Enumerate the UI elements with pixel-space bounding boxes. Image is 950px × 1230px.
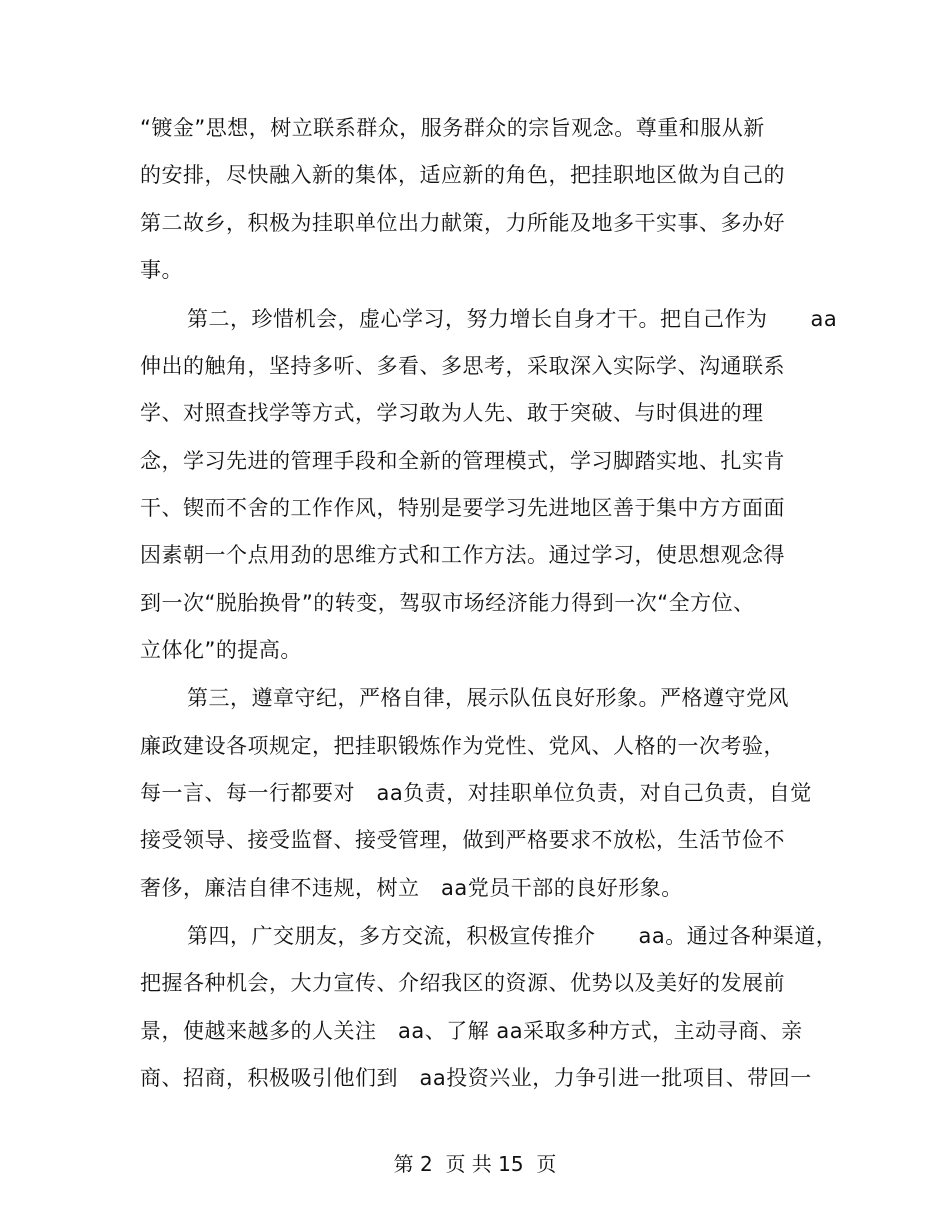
paragraph-line: 立体化”的提高。 <box>140 638 302 662</box>
paragraph-line: 每一言、每一行都要对 aa负责，对挂职单位负责，对自己负责，自觉 <box>140 781 812 805</box>
paragraph-line: 奢侈，廉洁自律不违规，树立 aa党员干部的良好形象。 <box>140 876 683 900</box>
paragraph-line: 的安排，尽快融入新的集体，适应新的角色，把挂职地区做为自己的 <box>140 163 785 187</box>
paragraph-line: 伸出的触角，坚持多听、多看、多思考，采取深入实际学、沟通联系 <box>140 354 785 378</box>
paragraph-line: 第四，广交朋友，多方交流，积极宣传推介 aa。通过各种渠道， <box>187 924 838 948</box>
paragraph-line: 事。 <box>140 258 183 282</box>
paragraph-line: “镀金”思想，树立联系群众，服务群众的宗旨观念。尊重和服从新 <box>140 116 765 140</box>
paragraph-line: 学、对照查找学等方式，学习敢为人先、敢于突破、与时俱进的理 <box>140 401 764 425</box>
paragraph-line: 接受领导、接受监督、接受管理，做到严格要求不放松，生活节俭不 <box>140 828 785 852</box>
paragraph-line: 干、锲而不舍的工作作风，特别是要学习先进地区善于集中方方面面 <box>140 496 785 520</box>
paragraph-line: 到一次“脱胎换骨”的转变，驾驭市场经济能力得到一次“全方位、 <box>140 591 755 615</box>
paragraph-line: 商、招商，积极吸引他们到 aa投资兴业，力争引进一批项目、带回一 <box>140 1066 812 1090</box>
paragraph-line: 因素朝一个点用劲的思维方式和工作方法。通过学习，使思想观念得 <box>140 543 785 567</box>
paragraph-line: 廉政建设各项规定，把挂职锻炼作为党性、党风、人格的一次考验， <box>140 734 785 758</box>
paragraph-line: 第二，珍惜机会，虚心学习，努力增长自身才干。把自己作为 aa <box>187 307 838 331</box>
page-number-footer: 第 2 页 共 15 页 <box>393 1152 557 1176</box>
paragraph-line: 把握各种机会，大力宣传、介绍我区的资源、优势以及美好的发展前 <box>140 971 785 995</box>
paragraph-line: 第二故乡，积极为挂职单位出力献策，力所能及地多干实事、多办好 <box>140 211 785 235</box>
paragraph-line: 景，使越来越多的人关注 aa、了解 aa采取多种方式，主动寻商、亲 <box>140 1019 803 1043</box>
paragraph-line: 第三，遵章守纪，严格自律，展示队伍良好形象。严格遵守党风 <box>187 686 789 710</box>
paragraph-line: 念，学习先进的管理手段和全新的管理模式，学习脚踏实地、扎实肯 <box>140 449 785 473</box>
